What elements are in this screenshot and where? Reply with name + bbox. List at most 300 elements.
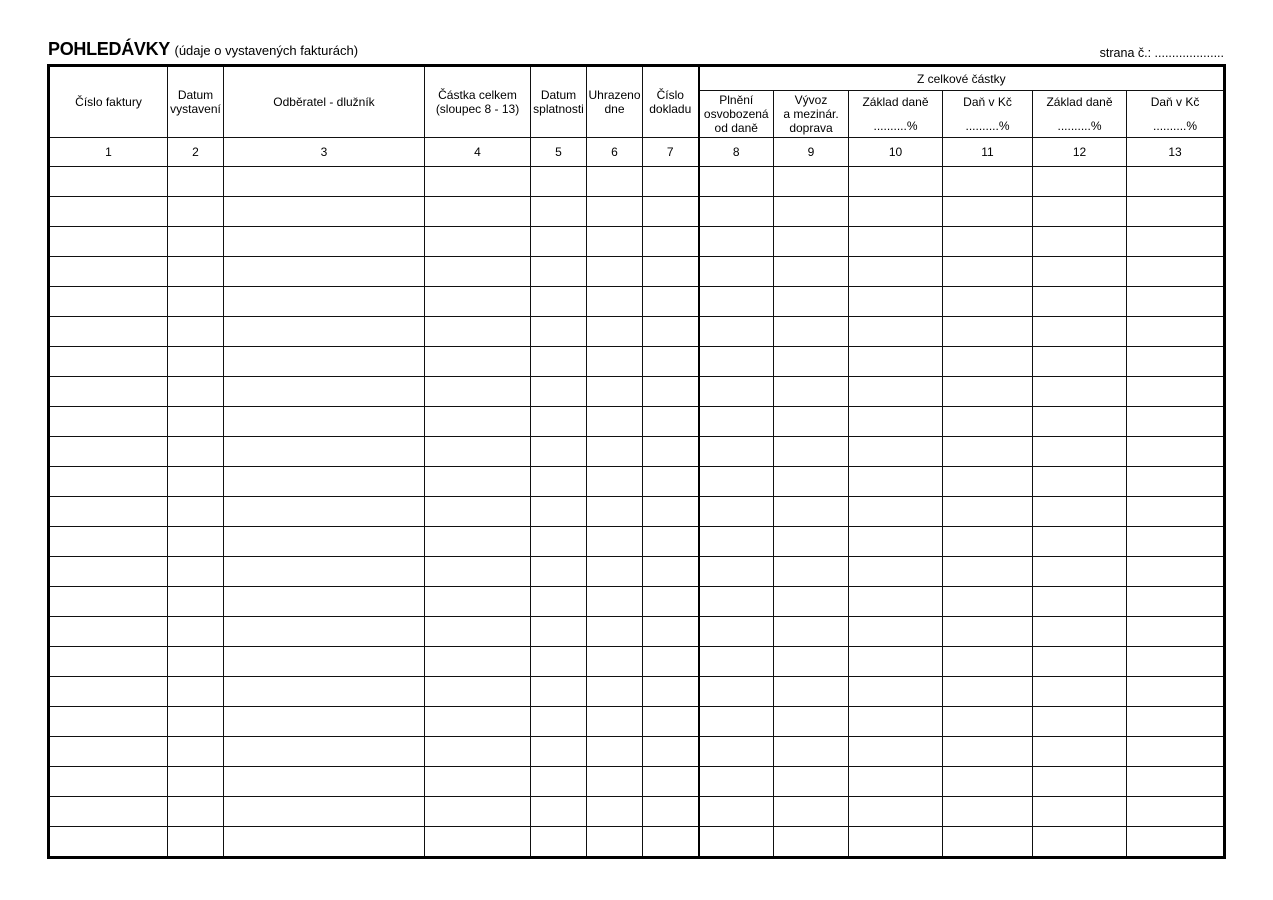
table-cell[interactable] <box>774 197 849 227</box>
table-cell[interactable] <box>531 317 587 347</box>
table-cell[interactable] <box>1033 587 1127 617</box>
table-cell[interactable] <box>643 197 699 227</box>
table-cell[interactable] <box>943 257 1033 287</box>
table-cell[interactable] <box>587 737 643 767</box>
table-cell[interactable] <box>774 497 849 527</box>
table-cell[interactable] <box>774 647 849 677</box>
table-cell[interactable] <box>774 677 849 707</box>
table-cell[interactable] <box>425 767 531 797</box>
table-cell[interactable] <box>774 257 849 287</box>
table-cell[interactable] <box>849 317 943 347</box>
table-cell[interactable] <box>643 677 699 707</box>
table-cell[interactable] <box>849 197 943 227</box>
table-cell[interactable] <box>943 587 1033 617</box>
table-cell[interactable] <box>849 677 943 707</box>
table-cell[interactable] <box>1127 437 1225 467</box>
table-cell[interactable] <box>699 587 774 617</box>
table-cell[interactable] <box>49 737 168 767</box>
table-cell[interactable] <box>699 227 774 257</box>
table-cell[interactable] <box>1127 737 1225 767</box>
table-cell[interactable] <box>1033 557 1127 587</box>
table-cell[interactable] <box>224 527 425 557</box>
table-cell[interactable] <box>849 287 943 317</box>
table-cell[interactable] <box>699 347 774 377</box>
table-cell[interactable] <box>774 617 849 647</box>
table-cell[interactable] <box>224 287 425 317</box>
table-cell[interactable] <box>643 377 699 407</box>
table-cell[interactable] <box>531 647 587 677</box>
rate-field[interactable]: ..........% <box>1057 119 1102 133</box>
table-cell[interactable] <box>425 227 531 257</box>
table-cell[interactable] <box>531 167 587 197</box>
table-cell[interactable] <box>168 407 224 437</box>
table-cell[interactable] <box>699 407 774 437</box>
table-cell[interactable] <box>1127 347 1225 377</box>
table-cell[interactable] <box>531 737 587 767</box>
table-cell[interactable] <box>849 707 943 737</box>
table-cell[interactable] <box>643 707 699 737</box>
table-cell[interactable] <box>587 317 643 347</box>
table-cell[interactable] <box>943 287 1033 317</box>
table-cell[interactable] <box>849 827 943 858</box>
table-cell[interactable] <box>699 287 774 317</box>
table-cell[interactable] <box>774 347 849 377</box>
table-cell[interactable] <box>643 767 699 797</box>
table-cell[interactable] <box>49 377 168 407</box>
table-cell[interactable] <box>943 707 1033 737</box>
table-cell[interactable] <box>774 587 849 617</box>
table-cell[interactable] <box>224 647 425 677</box>
table-cell[interactable] <box>699 617 774 647</box>
table-cell[interactable] <box>643 797 699 827</box>
table-cell[interactable] <box>425 797 531 827</box>
table-cell[interactable] <box>224 557 425 587</box>
table-cell[interactable] <box>849 227 943 257</box>
table-cell[interactable] <box>425 707 531 737</box>
table-cell[interactable] <box>774 527 849 557</box>
table-cell[interactable] <box>774 557 849 587</box>
table-cell[interactable] <box>587 257 643 287</box>
table-cell[interactable] <box>587 767 643 797</box>
table-cell[interactable] <box>224 317 425 347</box>
table-cell[interactable] <box>849 377 943 407</box>
table-cell[interactable] <box>587 827 643 858</box>
table-cell[interactable] <box>49 557 168 587</box>
rate-field[interactable]: ..........% <box>965 119 1010 133</box>
table-cell[interactable] <box>1033 707 1127 737</box>
table-cell[interactable] <box>849 407 943 437</box>
table-cell[interactable] <box>224 197 425 227</box>
table-cell[interactable] <box>1127 527 1225 557</box>
table-cell[interactable] <box>943 767 1033 797</box>
table-cell[interactable] <box>699 527 774 557</box>
table-cell[interactable] <box>699 677 774 707</box>
table-cell[interactable] <box>425 407 531 437</box>
table-cell[interactable] <box>168 197 224 227</box>
table-cell[interactable] <box>1033 257 1127 287</box>
table-cell[interactable] <box>943 347 1033 377</box>
table-cell[interactable] <box>643 467 699 497</box>
table-cell[interactable] <box>49 167 168 197</box>
table-cell[interactable] <box>774 287 849 317</box>
table-cell[interactable] <box>943 467 1033 497</box>
table-cell[interactable] <box>643 167 699 197</box>
table-cell[interactable] <box>224 767 425 797</box>
table-cell[interactable] <box>425 167 531 197</box>
table-cell[interactable] <box>849 167 943 197</box>
table-cell[interactable] <box>643 287 699 317</box>
table-cell[interactable] <box>587 467 643 497</box>
table-cell[interactable] <box>1127 557 1225 587</box>
table-cell[interactable] <box>224 467 425 497</box>
table-cell[interactable] <box>699 497 774 527</box>
table-cell[interactable] <box>1033 197 1127 227</box>
table-cell[interactable] <box>224 497 425 527</box>
table-cell[interactable] <box>943 527 1033 557</box>
table-cell[interactable] <box>224 227 425 257</box>
table-cell[interactable] <box>49 287 168 317</box>
table-cell[interactable] <box>587 557 643 587</box>
table-cell[interactable] <box>587 797 643 827</box>
table-cell[interactable] <box>774 467 849 497</box>
table-cell[interactable] <box>699 317 774 347</box>
table-cell[interactable] <box>849 737 943 767</box>
table-cell[interactable] <box>224 377 425 407</box>
table-cell[interactable] <box>1127 227 1225 257</box>
table-cell[interactable] <box>49 617 168 647</box>
table-cell[interactable] <box>699 737 774 767</box>
table-cell[interactable] <box>224 797 425 827</box>
table-cell[interactable] <box>943 737 1033 767</box>
table-cell[interactable] <box>699 467 774 497</box>
table-cell[interactable] <box>1127 407 1225 437</box>
table-cell[interactable] <box>531 677 587 707</box>
table-cell[interactable] <box>587 287 643 317</box>
table-cell[interactable] <box>168 587 224 617</box>
table-cell[interactable] <box>1033 347 1127 377</box>
table-cell[interactable] <box>943 377 1033 407</box>
table-cell[interactable] <box>1033 227 1127 257</box>
table-cell[interactable] <box>943 647 1033 677</box>
table-cell[interactable] <box>774 377 849 407</box>
table-cell[interactable] <box>531 347 587 377</box>
table-cell[interactable] <box>168 317 224 347</box>
table-cell[interactable] <box>224 347 425 377</box>
table-cell[interactable] <box>168 167 224 197</box>
table-cell[interactable] <box>587 497 643 527</box>
table-cell[interactable] <box>587 707 643 737</box>
table-cell[interactable] <box>168 437 224 467</box>
table-cell[interactable] <box>643 527 699 557</box>
table-cell[interactable] <box>943 677 1033 707</box>
table-cell[interactable] <box>224 407 425 437</box>
table-cell[interactable] <box>425 377 531 407</box>
table-cell[interactable] <box>1127 767 1225 797</box>
table-cell[interactable] <box>425 287 531 317</box>
table-cell[interactable] <box>1127 827 1225 858</box>
table-cell[interactable] <box>849 797 943 827</box>
table-cell[interactable] <box>168 707 224 737</box>
table-cell[interactable] <box>943 317 1033 347</box>
table-cell[interactable] <box>531 527 587 557</box>
table-cell[interactable] <box>699 707 774 737</box>
table-cell[interactable] <box>531 227 587 257</box>
table-cell[interactable] <box>849 527 943 557</box>
table-cell[interactable] <box>1033 767 1127 797</box>
table-cell[interactable] <box>943 407 1033 437</box>
table-cell[interactable] <box>49 347 168 377</box>
table-cell[interactable] <box>774 797 849 827</box>
table-cell[interactable] <box>224 587 425 617</box>
table-cell[interactable] <box>587 617 643 647</box>
rate-field[interactable]: ..........% <box>873 119 918 133</box>
table-cell[interactable] <box>1033 527 1127 557</box>
table-cell[interactable] <box>774 437 849 467</box>
table-cell[interactable] <box>699 557 774 587</box>
table-cell[interactable] <box>643 347 699 377</box>
table-cell[interactable] <box>168 827 224 858</box>
table-cell[interactable] <box>224 257 425 287</box>
table-cell[interactable] <box>1127 167 1225 197</box>
table-cell[interactable] <box>1127 647 1225 677</box>
table-cell[interactable] <box>168 737 224 767</box>
table-cell[interactable] <box>531 707 587 737</box>
table-cell[interactable] <box>1127 377 1225 407</box>
table-cell[interactable] <box>168 797 224 827</box>
table-cell[interactable] <box>1033 497 1127 527</box>
table-cell[interactable] <box>425 737 531 767</box>
table-cell[interactable] <box>587 227 643 257</box>
table-cell[interactable] <box>425 197 531 227</box>
table-cell[interactable] <box>168 287 224 317</box>
table-cell[interactable] <box>49 647 168 677</box>
table-cell[interactable] <box>643 647 699 677</box>
table-cell[interactable] <box>168 377 224 407</box>
table-cell[interactable] <box>643 827 699 858</box>
table-cell[interactable] <box>531 557 587 587</box>
table-cell[interactable] <box>587 677 643 707</box>
table-cell[interactable] <box>643 737 699 767</box>
table-cell[interactable] <box>699 167 774 197</box>
table-cell[interactable] <box>849 647 943 677</box>
table-cell[interactable] <box>699 827 774 858</box>
table-cell[interactable] <box>425 437 531 467</box>
rate-field[interactable]: ..........% <box>1153 119 1198 133</box>
table-cell[interactable] <box>1127 797 1225 827</box>
table-cell[interactable] <box>425 617 531 647</box>
table-cell[interactable] <box>849 557 943 587</box>
table-cell[interactable] <box>643 437 699 467</box>
table-cell[interactable] <box>943 437 1033 467</box>
table-cell[interactable] <box>224 677 425 707</box>
table-cell[interactable] <box>774 407 849 437</box>
table-cell[interactable] <box>943 167 1033 197</box>
table-cell[interactable] <box>168 767 224 797</box>
table-cell[interactable] <box>49 407 168 437</box>
table-cell[interactable] <box>587 407 643 437</box>
table-cell[interactable] <box>224 827 425 858</box>
table-cell[interactable] <box>699 377 774 407</box>
table-cell[interactable] <box>849 767 943 797</box>
table-cell[interactable] <box>168 647 224 677</box>
table-cell[interactable] <box>643 587 699 617</box>
table-cell[interactable] <box>699 767 774 797</box>
table-cell[interactable] <box>774 827 849 858</box>
table-cell[interactable] <box>943 797 1033 827</box>
table-cell[interactable] <box>943 197 1033 227</box>
table-cell[interactable] <box>49 527 168 557</box>
table-cell[interactable] <box>1033 437 1127 467</box>
table-cell[interactable] <box>1127 677 1225 707</box>
table-cell[interactable] <box>943 497 1033 527</box>
table-cell[interactable] <box>643 557 699 587</box>
table-cell[interactable] <box>1033 797 1127 827</box>
table-cell[interactable] <box>1127 617 1225 647</box>
table-cell[interactable] <box>224 167 425 197</box>
table-cell[interactable] <box>849 497 943 527</box>
table-cell[interactable] <box>774 737 849 767</box>
table-cell[interactable] <box>49 257 168 287</box>
table-cell[interactable] <box>49 677 168 707</box>
table-cell[interactable] <box>168 677 224 707</box>
table-cell[interactable] <box>425 257 531 287</box>
table-cell[interactable] <box>168 527 224 557</box>
table-cell[interactable] <box>1033 677 1127 707</box>
table-cell[interactable] <box>49 317 168 347</box>
table-cell[interactable] <box>49 827 168 858</box>
table-cell[interactable] <box>774 767 849 797</box>
table-cell[interactable] <box>425 527 531 557</box>
table-cell[interactable] <box>587 347 643 377</box>
table-cell[interactable] <box>774 167 849 197</box>
table-cell[interactable] <box>699 437 774 467</box>
table-cell[interactable] <box>1127 197 1225 227</box>
table-cell[interactable] <box>168 617 224 647</box>
table-cell[interactable] <box>643 617 699 647</box>
table-cell[interactable] <box>168 557 224 587</box>
table-cell[interactable] <box>643 227 699 257</box>
table-cell[interactable] <box>531 257 587 287</box>
table-cell[interactable] <box>849 257 943 287</box>
table-cell[interactable] <box>699 257 774 287</box>
table-cell[interactable] <box>168 227 224 257</box>
table-cell[interactable] <box>1033 467 1127 497</box>
table-cell[interactable] <box>425 827 531 858</box>
table-cell[interactable] <box>587 197 643 227</box>
table-cell[interactable] <box>425 557 531 587</box>
table-cell[interactable] <box>49 767 168 797</box>
table-cell[interactable] <box>587 377 643 407</box>
table-cell[interactable] <box>531 287 587 317</box>
table-cell[interactable] <box>49 497 168 527</box>
table-cell[interactable] <box>643 257 699 287</box>
table-cell[interactable] <box>531 587 587 617</box>
table-cell[interactable] <box>643 317 699 347</box>
table-cell[interactable] <box>425 317 531 347</box>
table-cell[interactable] <box>587 167 643 197</box>
table-cell[interactable] <box>699 647 774 677</box>
table-cell[interactable] <box>531 197 587 227</box>
table-cell[interactable] <box>531 827 587 858</box>
table-cell[interactable] <box>1033 827 1127 858</box>
table-cell[interactable] <box>224 437 425 467</box>
table-cell[interactable] <box>849 617 943 647</box>
table-cell[interactable] <box>49 197 168 227</box>
table-cell[interactable] <box>531 377 587 407</box>
table-cell[interactable] <box>587 587 643 617</box>
table-cell[interactable] <box>425 647 531 677</box>
table-cell[interactable] <box>943 827 1033 858</box>
table-cell[interactable] <box>643 497 699 527</box>
table-cell[interactable] <box>49 227 168 257</box>
table-cell[interactable] <box>1127 587 1225 617</box>
table-cell[interactable] <box>531 407 587 437</box>
table-cell[interactable] <box>849 347 943 377</box>
table-cell[interactable] <box>849 587 943 617</box>
table-cell[interactable] <box>425 587 531 617</box>
table-cell[interactable] <box>425 347 531 377</box>
table-cell[interactable] <box>531 437 587 467</box>
table-cell[interactable] <box>1033 377 1127 407</box>
table-cell[interactable] <box>774 227 849 257</box>
table-cell[interactable] <box>1127 707 1225 737</box>
table-cell[interactable] <box>774 317 849 347</box>
table-cell[interactable] <box>531 467 587 497</box>
table-cell[interactable] <box>1127 497 1225 527</box>
table-cell[interactable] <box>587 437 643 467</box>
table-cell[interactable] <box>425 677 531 707</box>
table-cell[interactable] <box>1033 317 1127 347</box>
table-cell[interactable] <box>1033 647 1127 677</box>
table-cell[interactable] <box>224 617 425 647</box>
table-cell[interactable] <box>699 797 774 827</box>
table-cell[interactable] <box>1033 167 1127 197</box>
table-cell[interactable] <box>1033 617 1127 647</box>
table-cell[interactable] <box>224 707 425 737</box>
table-cell[interactable] <box>168 257 224 287</box>
table-cell[interactable] <box>1127 317 1225 347</box>
table-cell[interactable] <box>943 227 1033 257</box>
table-cell[interactable] <box>1033 407 1127 437</box>
table-cell[interactable] <box>943 617 1033 647</box>
table-cell[interactable] <box>425 497 531 527</box>
table-cell[interactable] <box>1033 737 1127 767</box>
table-cell[interactable] <box>531 497 587 527</box>
table-cell[interactable] <box>49 437 168 467</box>
table-cell[interactable] <box>224 737 425 767</box>
table-cell[interactable] <box>587 647 643 677</box>
table-cell[interactable] <box>849 437 943 467</box>
table-cell[interactable] <box>1127 257 1225 287</box>
table-cell[interactable] <box>531 767 587 797</box>
table-cell[interactable] <box>1127 287 1225 317</box>
table-cell[interactable] <box>774 707 849 737</box>
table-cell[interactable] <box>168 467 224 497</box>
table-cell[interactable] <box>168 497 224 527</box>
table-cell[interactable] <box>849 467 943 497</box>
table-cell[interactable] <box>943 557 1033 587</box>
table-cell[interactable] <box>531 797 587 827</box>
table-cell[interactable] <box>425 467 531 497</box>
table-cell[interactable] <box>49 797 168 827</box>
table-cell[interactable] <box>643 407 699 437</box>
table-cell[interactable] <box>531 617 587 647</box>
page-number-field[interactable]: strana č.: .................... <box>1099 46 1224 60</box>
table-cell[interactable] <box>49 707 168 737</box>
table-cell[interactable] <box>587 527 643 557</box>
table-cell[interactable] <box>49 467 168 497</box>
table-cell[interactable] <box>49 587 168 617</box>
